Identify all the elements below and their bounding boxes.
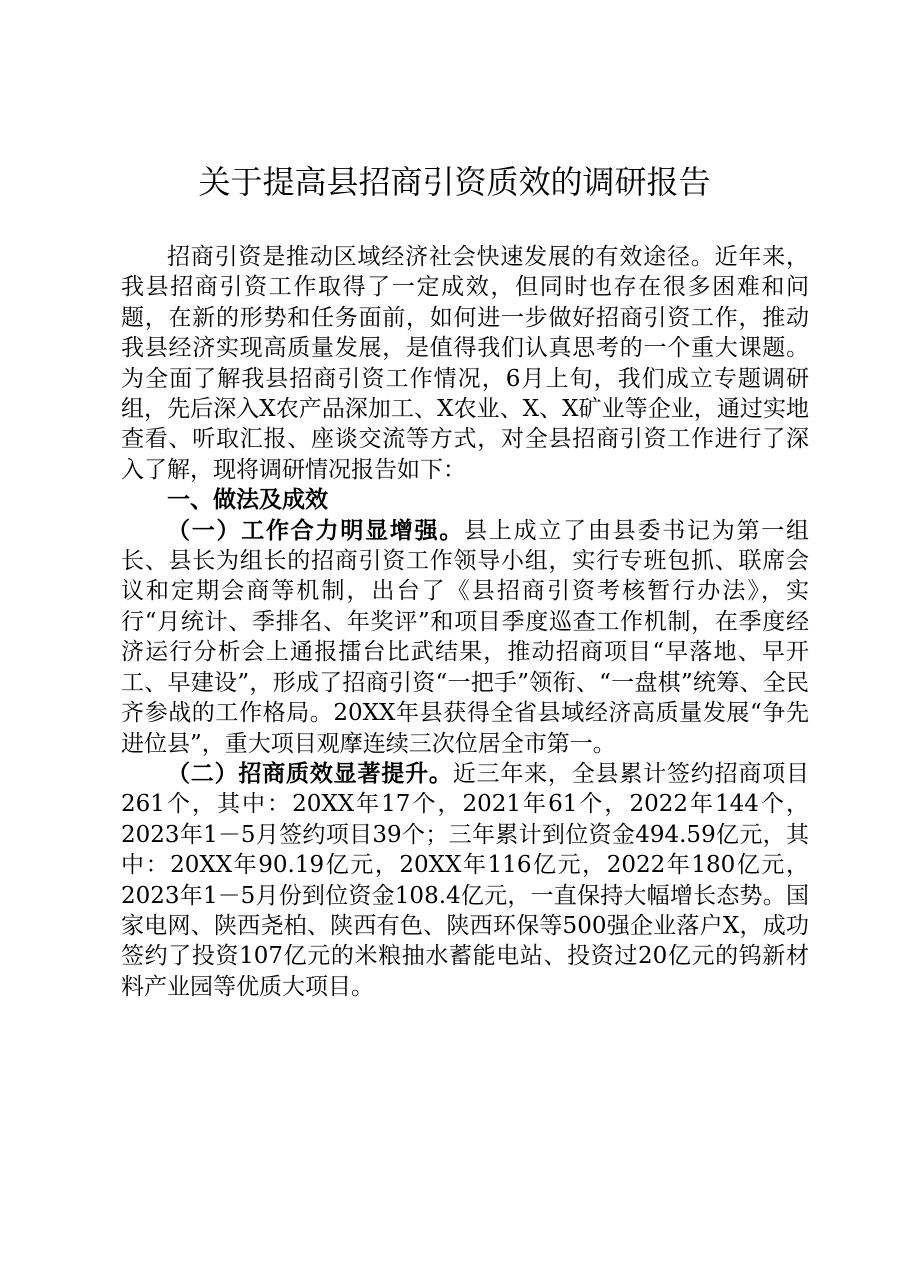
paragraph-2-lead: （二）招商质效显著提升。 — [167, 759, 453, 787]
paragraph-1 — [121, 516, 809, 759]
paragraph-1-lead: （一）工作合力明显增强。 — [167, 516, 465, 544]
section-heading: 一、做法及成效 — [167, 487, 328, 514]
document-title: 关于提高县招商引资质效的调研报告 — [198, 163, 711, 201]
paragraph-2-body: 近三年来，全县累计签约招商项目261个，其中：20XX年17个，2021年61个，2022年144个，2023年1－5月签约项目39个；三年累计到位资金494.59亿元，其中：20XX年90.19亿元，20XX年116亿元，2022年180亿元，2023年1－5月份到位资金108.4亿元，一直保持大幅增长态势。国家电网、陕西尧柏、陕西有色、陕西环保等500强企业落户X，成功签约了投资107亿元的米粮抽水蓄能电站、投资过20亿元的钨新材料产业园等优质大项目。 — [121, 760, 810, 1000]
intro-paragraph: 招商引资是推动区域经济社会快速发展的有效途径。近年来，我县招商引资工作取得了一定成效，但同时也存在很多困难和问题，在新的形势和任务面前，如何进一步做好招商引资工作，推动我县经济实现高质量发展，是值得我们认真思考的一个重大课题。为全面了解我县招商引资工作情况，6月上旬，我们成立专题调研组，先后深入X农产品深加工、X农业、X、X矿业等企业，通过实地查看、听取汇报、座谈交流等方式，对全县招商引资工作进行了深入了解，现将调研情况报告如下： — [121, 244, 809, 483]
document-body — [121, 242, 809, 1002]
paragraph-1-body: 县上成立了由县委书记为第一组长、县长为组长的招商引资工作领导小组，实行专班包抓、联席会议和定期会商等机制，出台了《县招商引资考核暂行办法》，实行“月统计、季排名、年奖评”和项目季度巡查工作机制，在季度经济运行分析会上通报擂台比武结果，推动招商项目“早落地、早开工、早建设”，形成了招商引资“一把手”领衔、“一盘棋”统筹、全民齐参战的工作格局。20XX年县获得全省县域经济高质量发展“争先进位县”，重大项目观摩连续三次位居全市第一。 — [121, 517, 810, 757]
paragraph-2 — [121, 759, 809, 1002]
